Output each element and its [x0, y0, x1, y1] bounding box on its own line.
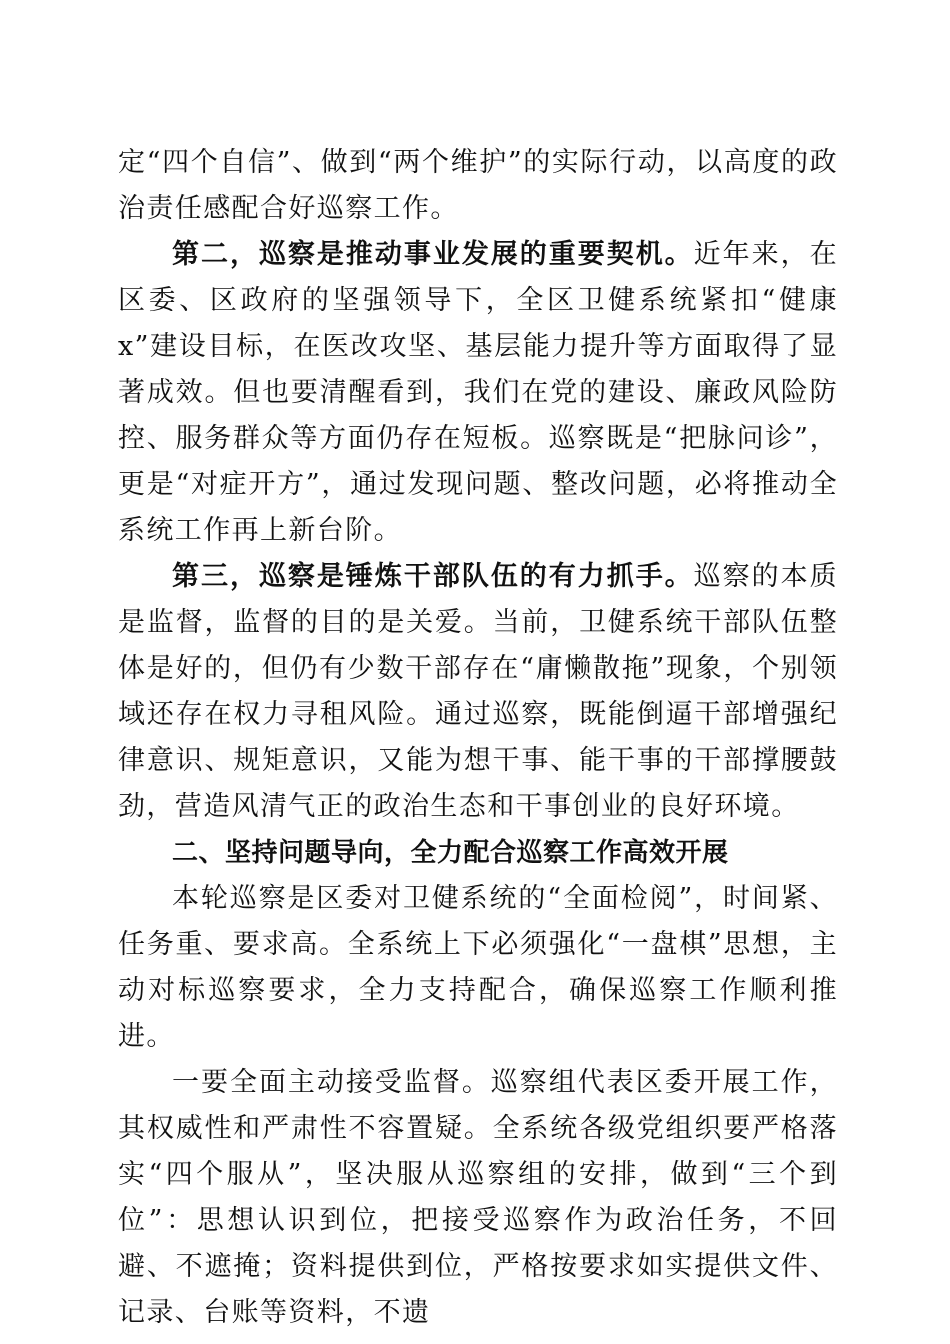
- section-heading: 二、坚持问题导向，全力配合巡察工作高效开展: [172, 838, 729, 868]
- document-body: [118, 140, 838, 1336]
- paragraph-text: 本轮巡察是区委对卫健系统的“全面检阅”，时间紧、任务重、要求高。全系统上下必须强化“一盘棋”思想，主动对标巡察要求，全力支持配合，确保巡察工作顺利推进。: [118, 883, 838, 1052]
- paragraph-lead: 第二，巡察是推动事业发展的重要契机。: [172, 239, 694, 270]
- paragraph-third-point: [118, 554, 838, 830]
- paragraph-text: 一要全面主动接受监督。巡察组代表区委开展工作，其权威性和严肃性不容置疑。全系统各级党组织要严格落实“四个服从”，坚决服从巡察组的安排，做到“三个到位”：思想认识到位，把接受巡察作为政治任务，不回避、不遮掩；资料提供到位，严格按要求如实提供文件、记录、台账等资料，不遗: [118, 1067, 838, 1328]
- paragraph-continuation: [118, 140, 838, 232]
- paragraph-lead: 第三，巡察是锤炼干部队伍的有力抓手。: [172, 561, 694, 592]
- paragraph-first-requirement: [118, 1060, 838, 1336]
- paragraph-text: 巡察的本质是监督，监督的目的是关爱。当前，卫健系统干部队伍整体是好的，但仍有少数干部存在“庸懒散拖”现象，个别领域还存在权力寻租风险。通过巡察，既能倒逼干部增强纪律意识、规矩意识，又能为想干事、能干事的干部撑腰鼓劲，营造风清气正的政治生态和干事创业的良好环境。: [118, 561, 838, 822]
- paragraph-section-intro: [118, 876, 838, 1060]
- paragraph-second-point: [118, 232, 838, 554]
- paragraph-text: 近年来，在区委、区政府的坚强领导下，全区卫健系统紧扣“健康x”建设目标，在医改攻坚、基层能力提升等方面取得了显著成效。但也要清醒看到，我们在党的建设、廉政风险防控、服务群众等方面仍存在短板。巡察既是“把脉问诊”，更是“对症开方”，通过发现问题、整改问题，必将推动全系统工作再上新台阶。: [118, 239, 838, 546]
- paragraph-text: 定“四个自信”、做到“两个维护”的实际行动，以高度的政治责任感配合好巡察工作。: [118, 147, 838, 224]
